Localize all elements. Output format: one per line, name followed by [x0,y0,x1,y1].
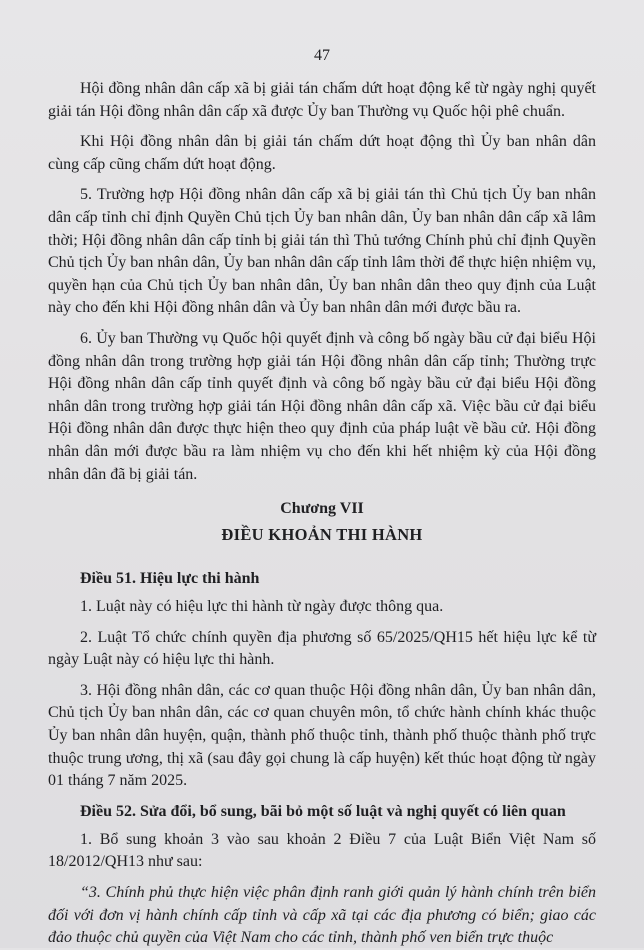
article-52-heading: Điều 52. Sửa đổi, bổ sung, bãi bỏ một số luật và nghị quyết có liên quan [80,802,566,820]
article-52-quote: “3. Chính phủ thực hiện việc phân định ranh giới quản lý hành chính trên biển đối với đơn vị hành chính cấp tỉnh và cấp xã tại các địa phương có biển; giao các đảo thuộc chủ quyền của Việt Nam cho các tỉnh, thành phố ven biển trực thuộc [48,884,596,947]
article-51-clause-3: 3. Hội đồng nhân dân, các cơ quan thuộc Hội đồng nhân dân, Ủy ban nhân dân, Chủ tịch Ủy ban nhân dân, các cơ quan chuyên môn, tổ chức hành chính khác thuộc Ủy ban nhân dân huyện, quận, thành phố thuộc tỉnh, thành phố thuộc thành phố trực thuộc trung ương, thị xã (sau đây gọi chung là cấp huyện) kết thúc hoạt động từ ngày 01 tháng 7 năm 2025. [48,681,596,790]
paragraph-clause-5: 5. Trường hợp Hội đồng nhân dân cấp xã bị giải tán thì Chủ tịch Ủy ban nhân dân cấp tỉnh chỉ định Quyền Chủ tịch Ủy ban nhân dân, Ủy ban nhân dân cấp xã lâm thời; Hội đồng nhân dân cấp tỉnh bị giải tán thì Thủ tướng Chính phủ chỉ định Quyền Chủ tịch Ủy ban nhân dân, Ủy ban nhân dân cấp tỉnh lâm thời để thực hiện nhiệm vụ, quyền hạn của Chủ tịch Ủy ban nhân dân, Ủy ban nhân dân theo quy định của Luật này cho đến khi Hội đồng nhân dân và Ủy ban nhân dân mới được bầu ra. [48,186,596,317]
paragraph-dissolution-commune: Hội đồng nhân dân cấp xã bị giải tán chấm dứt hoạt động kể từ ngày nghị quyết giải tán Hội đồng nhân dân cấp xã được Ủy ban Thường vụ Quốc hội phê chuẩn. [48,80,596,120]
paragraph-clause-6: 6. Ủy ban Thường vụ Quốc hội quyết định và công bố ngày bầu cử đại biểu Hội đồng nhân dân trong trường hợp giải tán Hội đồng nhân dân cấp tỉnh; Thường trực Hội đồng nhân dân cấp tỉnh quyết định và công bố ngày bầu cử đại biểu Hội đồng nhân dân trong trường hợp giải tán Hội đồng nhân dân cấp xã. Việc bầu cử đại biểu Hội đồng nhân dân được thực hiện theo quy định của pháp luật về bầu cử. Hội đồng nhân dân mới được bầu ra làm nhiệm vụ cho đến khi hết nhiệm kỳ của Hội đồng nhân dân đã bị giải tán. [48,329,596,483]
article-51-heading: Điều 51. Hiệu lực thi hành [80,570,260,588]
page-number: 47 [314,47,330,64]
chapter-heading: Chương VII [280,500,364,518]
article-51-clause-1: 1. Luật này có hiệu lực thi hành từ ngày được thông qua. [80,598,444,616]
paragraph-committee-ends: Khi Hội đồng nhân dân bị giải tán chấm dứt hoạt động thì Ủy ban nhân dân cùng cấp cũng chấm dứt hoạt động. [48,133,596,173]
chapter-title: ĐIỀU KHOẢN THI HÀNH [221,525,423,545]
article-51-clause-2: 2. Luật Tổ chức chính quyền địa phương số 65/2025/QH15 hết hiệu lực kể từ ngày Luật này có hiệu lực thi hành. [48,628,596,669]
article-52-clause-1: 1. Bổ sung khoản 3 vào sau khoản 2 Điều 7 của Luật Biển Việt Nam số 18/2012/QH13 như sau: [48,830,596,871]
